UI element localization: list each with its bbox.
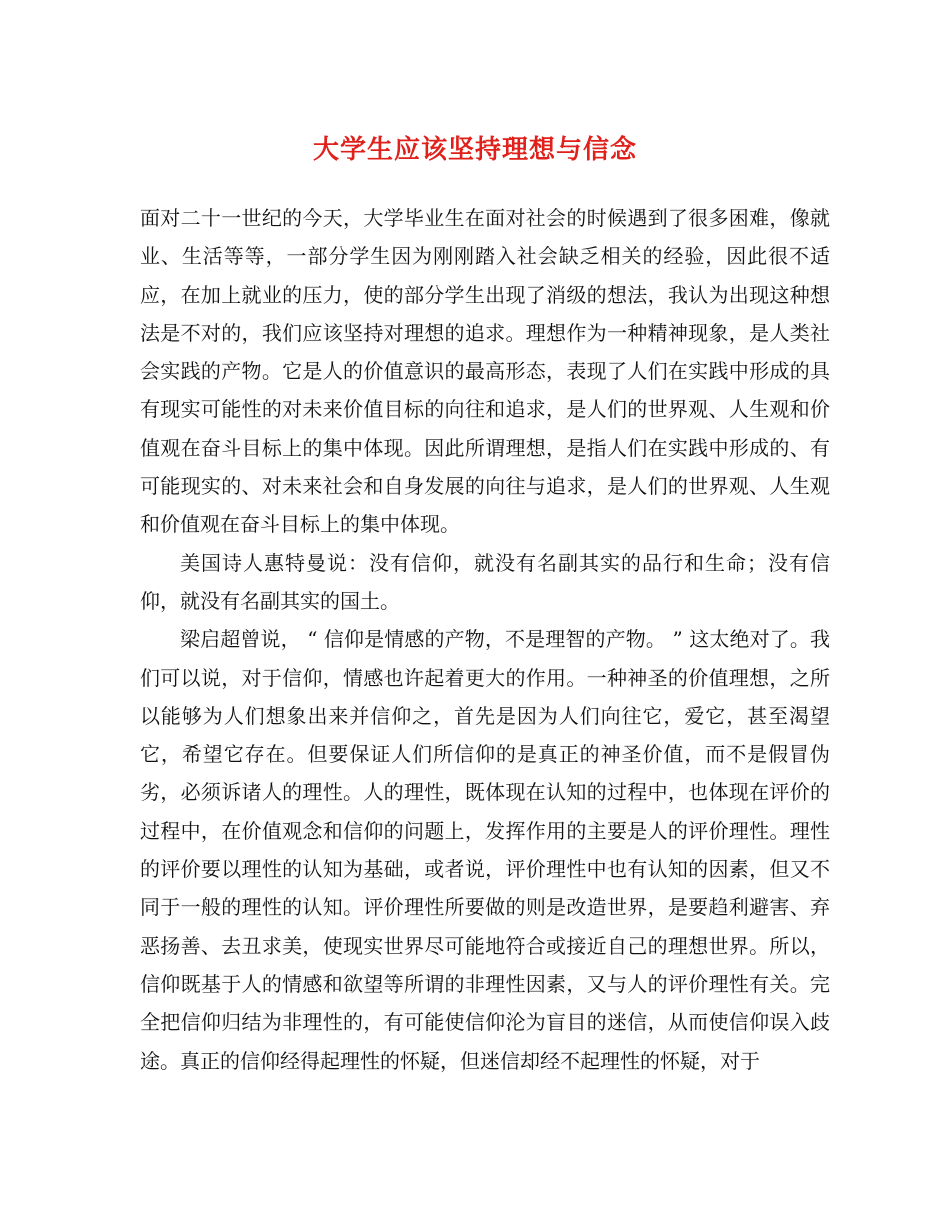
paragraph-intro: 面对二十一世纪的今天，大学毕业生在面对社会的时候遇到了很多困难，像就业、生活等等，一部分学生因为刚刚踏入社会缺乏相关的经验，因此很不适应，在加上就业的压力，使的部分学生出现了消级的想法，我认为出现这种想法是不对的，我们应该坚持对理想的追求。理想作为一种精神现象，是人类社会实践的产物。它是人的价值意识的最高形态，表现了人们在实践中形成的具有现实可能性的对未来价值目标的向往和追求，是人们的世界观、人生观和价值观在奋斗目标上的集中体现。因此所谓理想，是指人们在实践中形成的、有可能现实的、对未来社会和自身发展的向往与追求，是人们的世界观、人生观和价值观在奋斗目标上的集中体现。 [140,206,830,537]
paragraph-liang-qichao: 梁启超曾说， “ 信仰是情感的产物，不是理智的产物。 ” 这太绝对了。我们可以说，对于信仰，情感也许起着更大的作用。一种神圣的价值理想，之所以能够为人们想象出来并信仰之，首先是因为人们向往它，爱它，甚至渴望它，希望它存在。但要保证人们所信仰的是真正的神圣价值，而不是假冒伪劣，必须诉诸人的理性。人的理性，既体现在认知的过程中，也体现在评价的过程中，在价值观念和信仰的问题上，发挥作用的主要是人的评价理性。理性的评价要以理性的认知为基础，或者说，评价理性中也有认知的因素，但又不同于一般的理性的认知。评价理性所要做的则是改造世界，是要趋利避害、弃恶扬善、去丑求美，使现实世界尽可能地符合或接近自己的理想世界。所以，信仰既基于人的情感和欲望等所谓的非理性因素，又与人的评价理性有关。完全把信仰归结为非理性的，有可能使信仰沦为盲目的迷信，从而使信仰误入歧途。真正的信仰经得起理性的怀疑，但迷信却经不起理性的怀疑，对于 [140,627,830,1073]
paragraph-whitman-quote: 美国诗人惠特曼说：没有信仰，就没有名副其实的品行和生命；没有信仰，就没有名副其实的国土。 [140,550,830,613]
document-title: 大学生应该坚持理想与信念 [312,135,637,165]
document-body [140,199,830,1080]
